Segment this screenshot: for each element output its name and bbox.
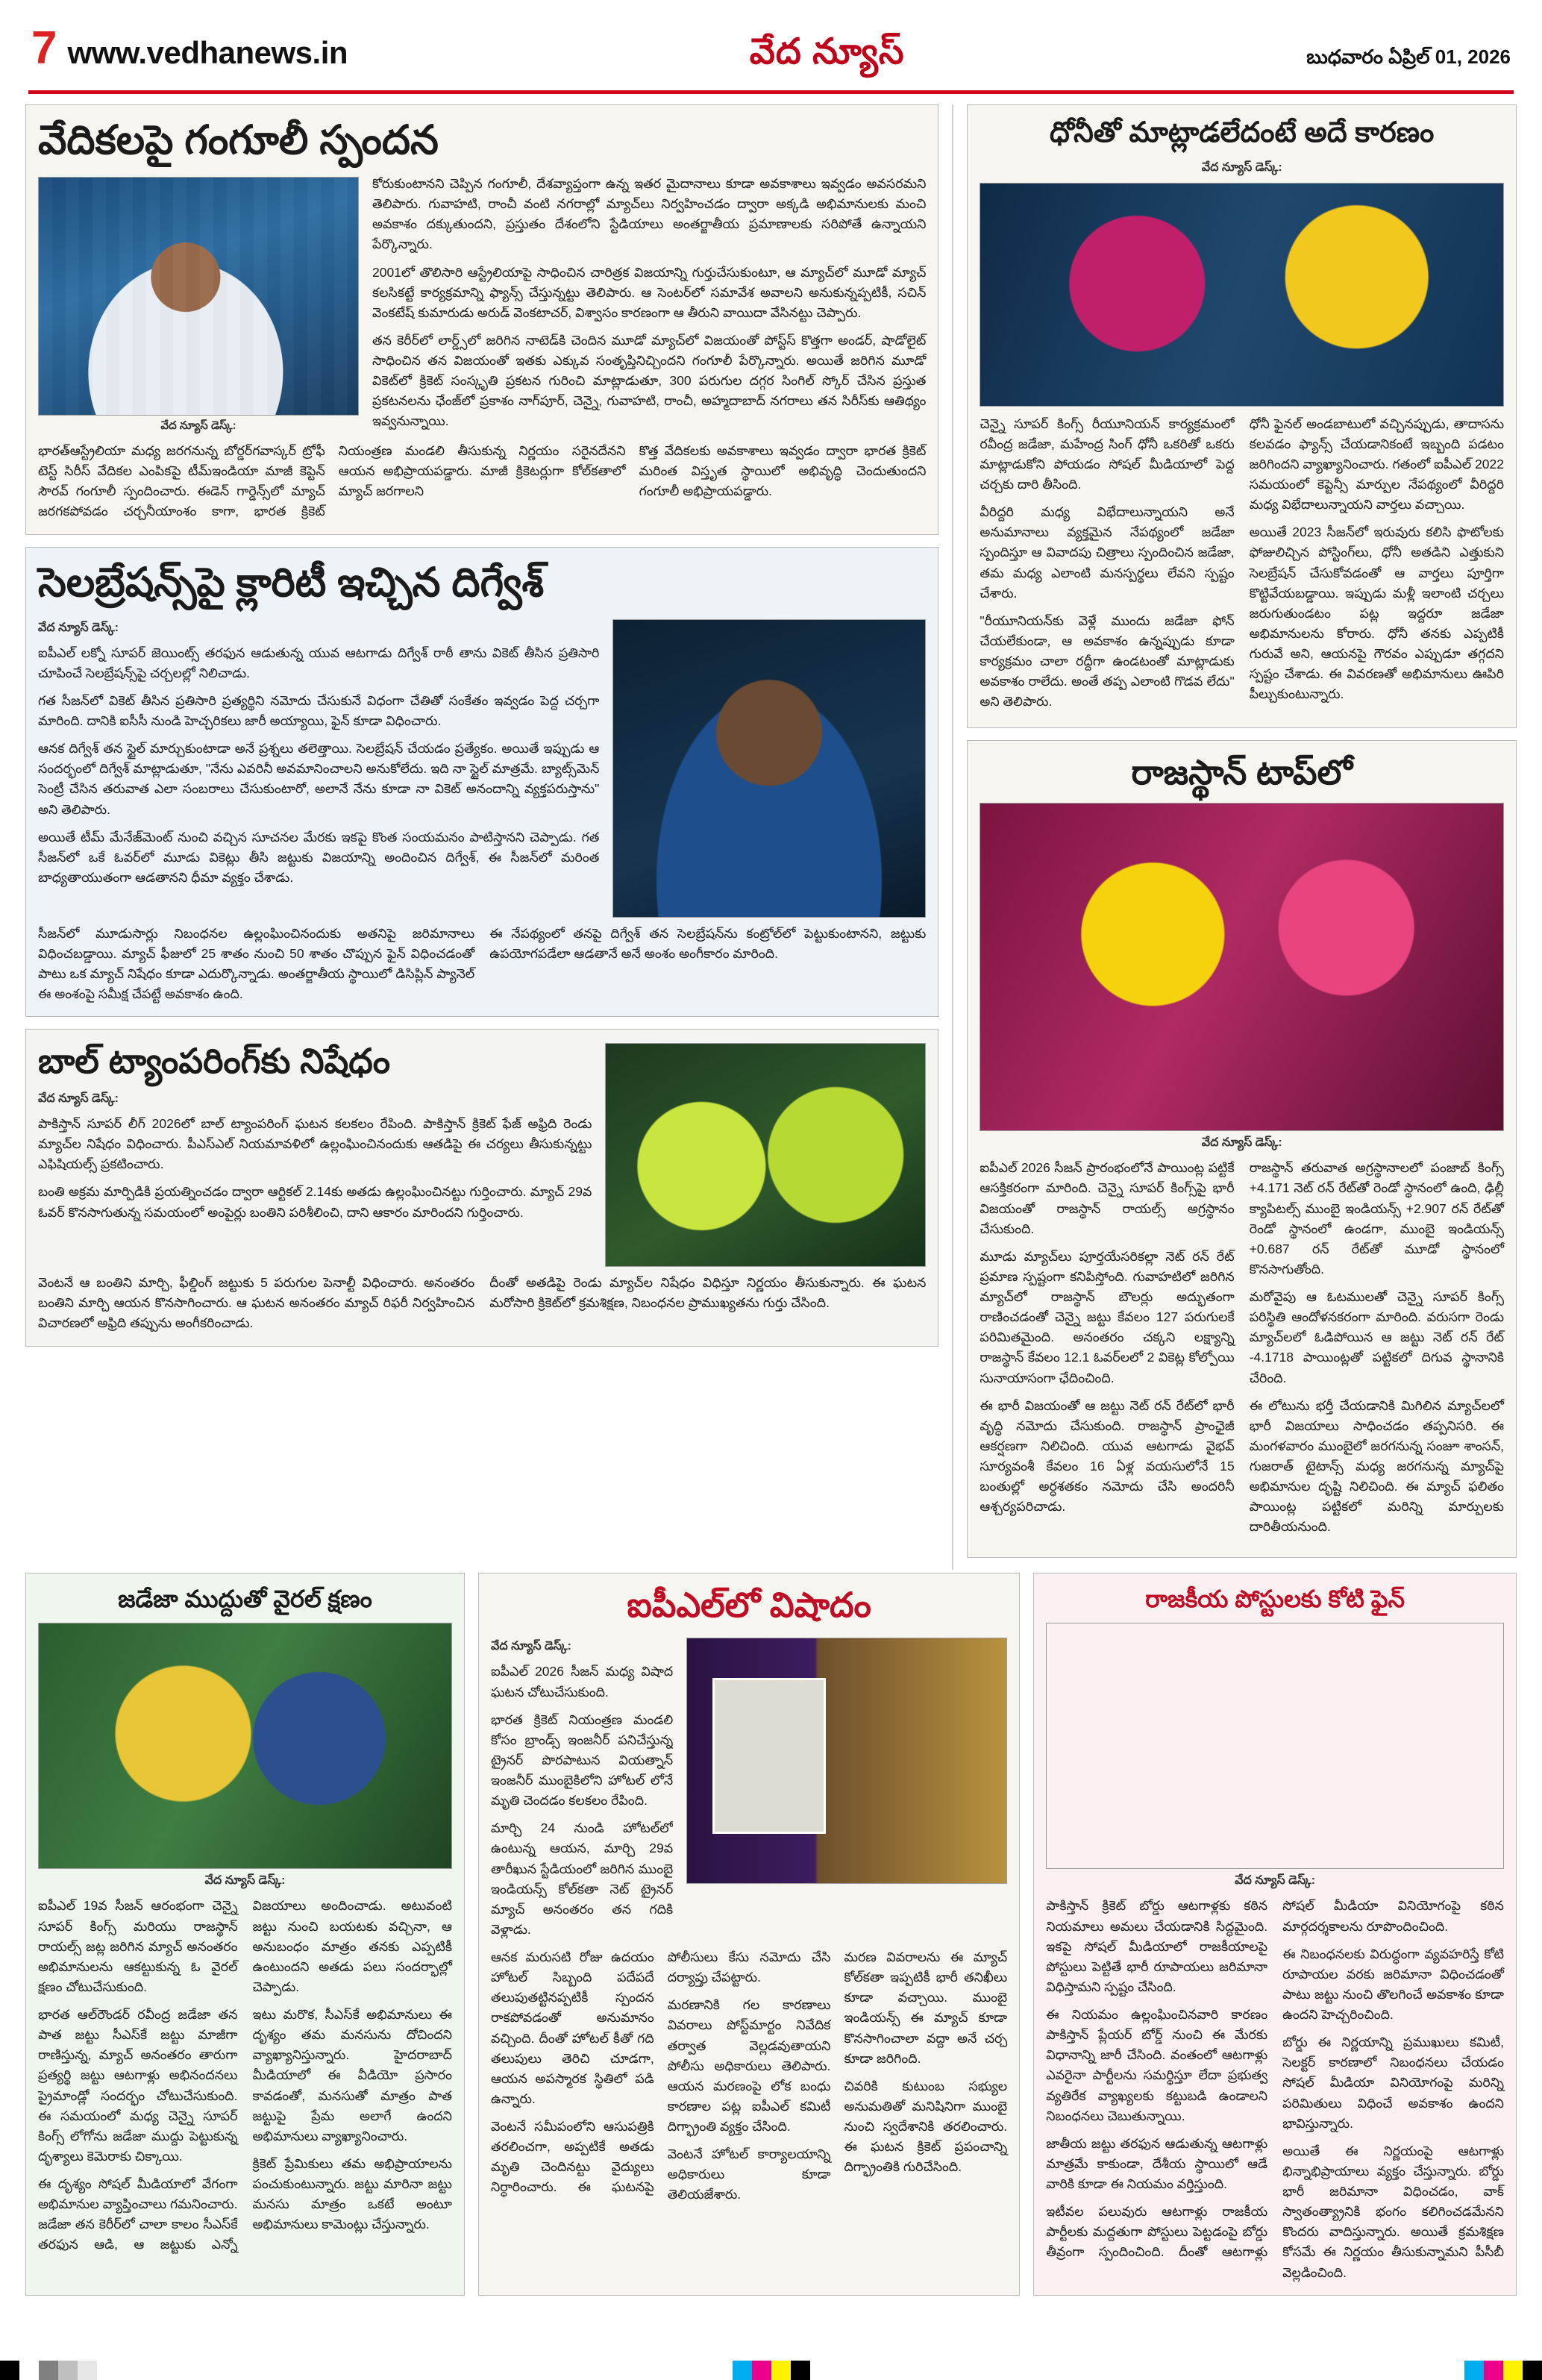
article-paragraph: "రీయూనియన్‌కు వెళ్లే ముందు జడేజా ఫోన్ చేయలేకుండా, ఆ అవకాశం ఉన్నప్పుడు కూడా కార్యక్రమం చాలా రద్దీగా ఉండటంతో మాట్లాడుకు అవకాశం రాలేదు. అంతే తప్ప ఎలాంటి గొడవ లేదు" అని తెలిపారు.	[980, 613, 1235, 710]
article-paragraph: భారత ఆల్‌రౌండర్ రవీంద్ర జడేజా తన పాత జట్టు సీఎస్‌కే జట్టు మాజీగా రాణిస్తున్న, మ్యాచ్ అనంతరం తారుగా ప్రత్యర్థి జట్టు ఆటగాళ్లు అభినందనలు ప్రైమాండ్లో సందర్భం చోటుచేసుకుంది. ఈ సమయంలో మధ్య చెన్నై సూపర్ కింగ్స్ లోగోను జడేజా ముద్దు పెట్టుకున్న దృశ్యాలు కెమెరాకు చిక్కాయి.	[38, 2007, 238, 2164]
article-paragraph: వెంటనే ఆ బంతిని మార్చి, ఫీల్డింగ్ జట్టుకు 5 పరుగుల పెనాల్టీ విధించారు. అనంతరం బంతిని మార్చి ఆయన కొనసాగించారు. ఆ ఘటన అనంతరం మ్యాచ్ రిఫరీ నిర్వహించిన విచారణలో అఫ్రిది తప్పును అంగీకరించాడు.	[38, 1275, 475, 1331]
article-paragraph: వెంటనే హోటల్ కార్యాలయాన్ని అధికారులు కూడా తెలియజేశారు.	[667, 2146, 831, 2202]
article-paragraph: క్రికెట్ ప్రేమికులు తమ అభిప్రాయాలను పంచుకుంటున్నారు. జట్టు మారినా జట్టు మనసు మాత్రం ఒకటే అంటూ అభిమానులు కామెంట్లు చేస్తున్నారు.	[252, 2155, 452, 2232]
article-paragraph: ఐపీఎల్ 19వ సీజన్ ఆరంభంగా చెన్నై సూపర్ కింగ్స్ మరియు రాజస్థాన్ రాయల్స్ జట్ల జరిగిన మ్యాచ్ అనంతరం అభిమానులను ఆకట్టుకున్న ఓ వైరల్ క్షణం చోటుచేసుకుంది.	[38, 1898, 238, 1994]
article-paragraph: చెన్నై సూపర్ కింగ్స్ రీయూనియన్ కార్యక్రమంలో రవీంద్ర జడేజా, మహేంద్ర సింగ్ ధోనీ ఒకరితో ఒకరు మాట్లాడుకోని పోయడం సోషల్ మీడియాలో పెద్ద చర్చకు దారి తీసింది.	[980, 416, 1235, 492]
article-paragraph: ఈ భారీ విజయంతో ఆ జట్టు నెట్ రన్ రేట్‌లో భారీ వృద్ధి నమోదు చేసుకుంది. రాజస్థాన్ ప్రాంఛైజీ ఆకర్షణగా నిలిచింది. యువ ఆటగాడు వైభవ్ సూర్యవంశీ కేవలం 16 ఏళ్ల వయసులోనే 15 బంతుల్లో అర్ధశతకం నమోదు చేసి అందరినీ ఆశ్చర్యపరిచాడు.	[980, 1397, 1235, 1515]
photo-ganguly	[38, 177, 359, 416]
cmyk-swatch	[733, 2361, 752, 2380]
article-headline: రాజస్థాన్ టాప్‌లో	[1131, 753, 1353, 792]
article-paragraph: బంతి అక్రమ మార్పిడికి ప్రయత్నించడం ద్వారా ఆర్టికల్ 2.14కు అతడు ఉల్లంఘించినట్టు గుర్తించారు. మ్యాచ్ 29వ ఓవర్ కొనసాగుతున్న సమయంలో అంపైర్లు బంతిని పరిశీలించి, దాని ఆకారం మారిందని గుర్తించారు.	[38, 1184, 592, 1220]
article-ball-tampering	[25, 1029, 938, 1346]
article-paragraph: బోర్డు ఈ నిర్ణయాన్ని ప్రముఖులు కమిటీ, సెలక్టర్ కారణాలో నిబంధనలు చేయడం సోషల్ మీడియా వినియోగంపై మరిన్ని పరిమితులు విధించే అవకాశం ఉందని భావిస్తున్నారు.	[1282, 2035, 1504, 2131]
article-byline: వేద న్యూస్ డెస్క్:	[38, 1092, 119, 1106]
article-digvesh	[25, 547, 938, 1018]
page-number: 7	[31, 22, 57, 74]
cmyk-swatch	[791, 2361, 810, 2380]
article-headline: బాల్ ట్యాంపరింగ్‌కు నిషేధం	[38, 1042, 391, 1081]
cmyk-swatch	[1464, 2361, 1484, 2380]
article-paragraph: ఆనక దిగ్వేశ్ తన స్టైల్ మార్చుకుంటాడా అనే ప్రశ్నలు తలెత్తాయి. సెలబ్రేషన్ చేయడం ప్రత్యేకం. అయితే ఇప్పుడు ఆ సందర్భంలో దిగ్వేశ్ మాట్లాడుతూ, "నేను ఎవరినీ అవమానించాలని అనుకోలేదు. ఇది నా స్టైల్ మాత్రమే. బ్యాట్స్‌మెన్ సెంట్రీ చేసిన తరువాత ఎలా సంబరాలు చేసుకుంటారో, అలానే నేను కూడా నా వికెట్ అనందాన్ని వ్యక్తపరుస్తాను" అని తెలిపారు.	[38, 741, 600, 817]
site-url[interactable]: www.vedhanews.in	[67, 35, 348, 70]
article-paragraph: వెంటనే సమీపంలోని ఆసుపత్రికి తరలించగా, అప్పటికే అతడు మృతి చెందినట్టు వైద్యులు నిర్ధారించారు. ఈ ఘటనపై పోలీసులు కేసు నమోదు చేసి దర్యాప్తు చేపట్టారు.	[490, 1950, 831, 2195]
cmyk-right-group	[1464, 2361, 1542, 2380]
article-headline: సెలబ్రేషన్స్‌పై క్లారిటీ ఇచ్చిన దిగ్వేశ్	[38, 560, 545, 605]
cmyk-swatch	[39, 2361, 58, 2380]
article-paragraph: అయితే టీమ్ మేనేజ్‌మెంట్ నుంచి వచ్చిన సూచనల మేరకు ఇకపై కొంత సంయమనం పాటిస్తానని చెప్పాడు. గత సీజన్‌లో ఒకే ఓవర్‌లో మూడు వికెట్లు తీసి జట్టుకు విజయాన్ని అందించిన దిగ్వేశ్, ఈ సీజన్‌లో మరింత బాధ్యతాయుతంగా ఆడతానని ధీమా వ్యక్తం చేశాడు.	[38, 829, 600, 885]
article-byline: వేద న్యూస్ డెస్క్:	[1201, 1136, 1282, 1150]
article-paragraph: మరోవైపు ఆ ఓటములతో చెన్నై సూపర్ కింగ్స్ పరిస్థితి ఆందోళనకరంగా మారింది. వరుసగా రెండు మ్యాచ్‌లలో ఓడిపోయిన ఆ జట్టు నెట్ రన్ రేట్ -4.1718 పాయింట్లతో పట్టికలో దిగువ స్థానానికి చేరింది.	[1249, 1289, 1504, 1385]
publication-logo: వేద న్యూస్	[749, 32, 905, 72]
right-column	[967, 104, 1517, 1570]
article-headline: రాజకీయ పోస్టులకు కోటి ఫైన్	[1145, 1585, 1405, 1612]
masthead-left	[31, 22, 348, 74]
photo-pakistan-team	[1046, 1623, 1504, 1869]
cmyk-swatch	[1523, 2361, 1542, 2380]
article-photo-wrap	[38, 177, 359, 435]
cmyk-swatch	[78, 2361, 97, 2380]
article-headline: ధోనీతో మాట్లాడలేదంటే అదే కారణం	[1050, 117, 1435, 148]
article-paragraph: ఈ దృశ్యం సోషల్ మీడియాలో వేగంగా అభిమానుల వ్యాప్తించాలు గమనించారు. జడేజా తన కెరీర్‌లో చాలా కాలం సీఎస్‌కే తరఫున ఆడి, ఆ జట్టుకు ఎన్నో విజయాలు అందించాడు. అటువంటి జట్టు నుంచి బయటకు వచ్చినా, ఆ అనుబంధం మాత్రం తనకు ఎప్పటికీ ఉంటుందని అతడు పలు సందర్భాల్లో చెప్పాడు.	[38, 1898, 452, 2252]
article-headline: ఐపీఎల్‌లో విషాదం	[627, 1585, 871, 1624]
cmyk-swatch	[1484, 2361, 1503, 2380]
article-political-posts	[1033, 1573, 1517, 2296]
photo-digvesh	[612, 619, 926, 918]
article-paragraph: ధోనీ ఫైనల్ అండబాటులో వచ్చినప్పుడు, తాదాసను కలవడం ఫ్యాన్స్ చేయడానికంటే ఇబ్బంది పడటం జరిగిందని వ్యాఖ్యానించారు. గతంలో ఐపీఎల్ 2022 సమయంలో కెప్టెన్సీ మార్పుల నేపథ్యంలో వీరిద్దరి మధ్య విభేదాలున్నాయని వార్తలు వచ్చాయి.	[1249, 416, 1504, 513]
article-byline: వేద న్యూస్ డెస్క్:	[38, 621, 119, 634]
article-paragraph: సీజన్‌లో మూడుసార్లు నిబంధనల ఉల్లంఘించినందుకు అతనిపై జరిమానాలు విధించబడ్డాయి. మ్యాచ్ ఫీజులో 25 శాతం నుంచి 50 శాతం చొప్పున ఫైన్ విధించడంతో పాటు ఒక మ్యాచ్ నిషేధం కూడా ఎదుర్కొన్నాడు. అంతర్జాతీయ స్థాయిలో డిసిప్లిన్ ప్యానెల్ ఈ అంశంపై సమీక్ష చేపట్టే అవకాశం ఉంది.	[38, 925, 475, 1002]
article-paragraph: చివరికి కుటుంబ సభ్యుల అనుమతితో మనిషినిగా ముంబై నుంచి స్వదేశానికి తరలించారు. ఈ ఘటన క్రికెట్ ప్రపంచాన్ని దిగ్భ్రాంతికి గురిచేసింది.	[844, 2078, 1008, 2175]
article-paragraph: వీరిద్దరి మధ్య విభేదాలున్నాయని అనే అనుమానాలు వ్యక్తమైన నేపథ్యంలో జడేజా స్పందిస్తూ ఆ వివాదపు చిత్రాలు స్పందించిన జడేజా, తమ మధ్య ఎలాంటి మనస్పర్థలు లేవని స్పష్టం చేశారు.	[980, 504, 1235, 601]
article-paragraph: కొత్త వేదికలకు అవకాశాలు ఇవ్వడం ద్వారా భారత క్రికెట్ మరింత విస్తృత స్థాయిలో అభివృద్ధి చెందుతుందని గంగూలీ అభిప్రాయపడ్డారు.	[639, 443, 927, 499]
article-paragraph: 2001లో తొలిసారి ఆస్ట్రేలియాపై సాధించిన చారిత్రక విజయాన్ని గుర్తుచేసుకుంటూ, ఆ మ్యాచ్‌లో మూడో మ్యాచ్ కలసికట్టే కార్యక్రమాన్ని ఫ్యాన్స్ చేస్తున్నట్టు తెలిపారు. ఆ సెంటర్‌లో సమావేశ అవాలని అనుకున్నప్పటికీ, సచిన్ వెంకటేష్ కుమారుడు అరుడ్ వెంకటాచర్, విశ్వాసం కారణంగా ఆ తీరుని వాయిదా వేసినట్టు చెప్పారు.	[372, 264, 927, 320]
photo-dhoni	[980, 183, 1504, 407]
article-paragraph: మరణానికి గల కారణాలు వివరాలు పోస్ట్‌మార్టం నివేదిక తర్వాత వెల్లడవుతాయని పోలీసు అధికారులు తెలిపారు. ఆయన మరణంపై లోక బంధు కారణాల పట్ల ఐపీఎల్ కమిటీ దిగ్భ్రాంతి వ్యక్తం చేసింది.	[667, 1997, 831, 2135]
article-paragraph: మరణ వివరాలను ఈ మ్యాచ్ కోల్‌కతా ఇప్పటికీ భారీ తనిఖీలు కూడా వచ్చాయి. ముంబై ఇండియన్స్ ఈ మ్యాచ్ కూడా కొనసాగించాలా వద్దా అనే చర్చ కూడా జరిగింది.	[844, 1950, 1008, 2066]
article-paragraph: జాతీయ జట్టు తరఫున ఆడుతున్న ఆటగాళ్లు మాత్రమే కాకుండా, దేశీయ స్థాయిలో ఆడే వారికి కూడా ఈ నియమం వర్తిస్తుంది.	[1046, 2135, 1268, 2191]
article-paragraph: ఇటీవల పలువురు ఆటగాళ్లు రాజకీయ పార్టీలకు మద్దతుగా పోస్టులు పెట్టడంపై బోర్డు తీవ్రంగా స్పందించింది. దీంతో ఆటగాళ్లు సోషల్ మీడియా వినియోగంపై కఠిన మార్గదర్శకాలను రూపొందించింది.	[1046, 1898, 1504, 2260]
article-photo-wrap	[612, 619, 926, 918]
article-dhoni	[967, 104, 1517, 728]
page-content	[25, 104, 1517, 1570]
article-paragraph: దీంతో అతడిపై రెండు మ్యాచ్‌ల నిషేధం విధిస్తూ నిర్ణయం తీసుకున్నారు. ఈ ఘటన మరోసారి క్రికెట్‌లో క్రమశిక్షణ, నిబంధనల ప్రాముఖ్యతను గుర్తు చేసింది.	[489, 1275, 927, 1311]
article-lead: భారత్‌ఆస్ట్రేలియా మధ్య జరగనున్న బోర్డర్‌గవాస్కర్ ట్రోఫీ టెస్ట్ సిరీస్ వేదికల ఎంపికపై టీమ్‌ఇండియా మాజీ కెప్టెన్ సౌరవ్ గంగూలీ స్పందించారు. ఈడెన్ గార్డెన్స్‌లో మ్యాచ్ జరగకపోవడం చర్చనీయాంశం కాగా, భారత క్రికెట్ నియంత్రణ మండలి తీసుకున్న నిర్ణయం సరైనదేనని ఆయన అభిప్రాయపడ్డారు. మాజీ క్రికెటర్లుగా కోల్‌కతాలో మ్యాచ్ జరగాలని	[38, 443, 626, 519]
article-paragraph: ఈ నియమం ఉల్లంఘించినవారి కారణం పాకిస్తాన్ ప్లేయర్ బోర్డ్ నుంచి ఈ మేరకు విధానాన్ని జారీ చేసింది. వంతంలో ఆటగాళ్లు ఎవరైనా పార్టీలను సమర్థిస్తూ లేదా ప్రభుత్వ వ్యతిరేక వ్యాఖ్యలకు కట్టుబడి ఉండాలని నిబంధనలు చెబుతున్నాయి.	[1046, 2007, 1268, 2123]
photo-ball-tampering	[605, 1043, 926, 1267]
article-byline: వేద న్యూస్ డెస్క్:	[1201, 160, 1282, 174]
cmyk-registration-bar	[0, 2361, 1542, 2380]
article-paragraph: ఐపీఎల్ లక్నో సూపర్ జెయింట్స్ తరఫున ఆడుతున్న యువ ఆటగాడు దిగ్వేశ్ రాఠీ తాను వికెట్ తీసిన ప్రతిసారి చూపించే సెలబ్రేషన్స్‌పై చర్చలల్లో నిలిచాడు.	[38, 645, 600, 680]
cmyk-swatch	[58, 2361, 78, 2380]
column-divider	[952, 104, 953, 1570]
masthead	[25, 21, 1517, 90]
article-paragraph: రాజస్థాన్ తరువాత అగ్రస్థానాలలో పంజాబ్ కింగ్స్ +4.171 నెట్ రన్ రేట్‌తో రెండో స్థానంలో ఉంది, ఢిల్లీ క్యాపిటల్స్ ముంబై ఇండియన్స్ +2.907 రన్ రేట్‌తో రెండో స్థానంలో ఉండగా, ముంబై ఇండియన్స్ +0.687 రన్ రేట్‌తో మూడో స్థానంలో కొనసాగుతోంది.	[1249, 1160, 1504, 1277]
article-photo-wrap	[605, 1043, 926, 1267]
article-ganguly	[25, 104, 938, 535]
article-paragraph: గత సీజన్‌లో వికెట్ తీసిన ప్రతిసారి ప్రత్యర్థిని నమోదు చేసుకునే విధంగా చేతితో సంకేతం ఇవ్వడం పెద్ద చర్చగా మారింది. దానికి ఐసీసీ నుండి హెచ్చరికలు జారీ అయ్యాయి, ఫైన్ కూడా విధించారు.	[38, 692, 600, 729]
article-paragraph: మూడు మ్యాచ్‌లు పూర్తయేసరికల్లా నెట్ రన్ రేట్ ప్రమాణ స్పష్టంగా కనిపిస్తోంది. గువాహటిలో జరిగిన మ్యాచ్‌లో రాజస్థాన్ బౌలర్లు అద్భుతంగా రాణించడంతో చెన్నై జట్టు కేవలం 127 పరుగులకే పరిమితమైంది. అనంతరం చ‌క్క‌ని లక్ష్యాన్ని రాజస్థాన్ కేవలం 12.1 ఓవర్‌లలో 2 వికెట్ల కోల్పోయి సునాయాసంగా ఛేదించింది.	[980, 1248, 1235, 1385]
article-paragraph: అయితే 2023 సీజన్‌లో ఇరువురు కలిసి ఫొటోలకు ఫోజులిచ్చిన పోస్టింగ్‌లు, ధోనీ అతడిని ఎత్తుకుని సెలబ్రేషన్ చేసుకోవడంతో ఆ వార్తలు పూర్తిగా కొట్టివేయబడ్డాయి. ఇప్పుడు మళ్లీ ఇలాంటి చర్చలు జరుగుతుండటం పట్ల ఇద్దరూ జడేజా అభిమానులను కోరారు. ధోనీ తనకు ఎప్పటికీ గురువే అని, ఆయనపై గౌరవం ఎప్పుడూ తగ్గదని స్పష్టం చేశాడు. ఈ వివరణతో అభిమానులు ఊపిరి పీల్చుకుంటున్నారు.	[1249, 524, 1504, 702]
cmyk-swatch	[1503, 2361, 1523, 2380]
cmyk-mid-group	[733, 2361, 830, 2380]
article-headline: వేదికలపై గంగూలీ స్పందన	[38, 118, 439, 163]
article-byline: వేద న్యూస్ డెస్క్:	[490, 1640, 571, 1653]
article-rajasthan	[967, 740, 1517, 1557]
photo-rajasthan	[980, 803, 1504, 1131]
article-paragraph: తన కెరీర్‌లో లార్డ్స్‌లో జరిగిన నాటెడ్‌కి చెందిన మూడో మ్యాచ్‌లో విజయంతో పోస్ట్‌స్ కొత్తగా అండర్, షాడోలైట్ సాధించిన తన విజయంతో ఇతకు ఎక్కువ సంతృప్తినిచ్చిందని గంగూలీ పేర్కొన్నారు. అయితే జరిగిన మూడో వికెట్‌లో క్రికెట్ సంస్కృతి ప్రకటన గురించి మాట్లాడుతూ, 300 పరుగుల దగ్గర సింగిల్ స్కోర్ చేసిన ప్రస్తుత ప్రకటనలను ఛేంజ్‌లో ప్రకాశం నాగ్‌పూర్, చెన్నై, గువాహటి, రాంచీ, అహ్మదాబాద్ నగరాలు తన సిరీస్‌కు ఆతిథ్యం ఇవ్వనున్నాయి.	[372, 332, 927, 429]
article-paragraph: పాకిస్తాన్ సూపర్ లీగ్ 2026లో బాల్ ట్యాంపరింగ్ ఘటన కలకలం రేపింది. పాకిస్తాన్ క్రికెట్ ఫేజ్ అఫ్రిది రెండు మ్యాచ్‌ల నిషేధం విధించారు. పీఎస్‌ఎల్ నియమావళిలో ఉల్లంఘించినందుకు ఆతడిపై ఈ చర్యలు తీసుకున్నట్టు ఎఫిషియల్స్ ప్రకటించారు.	[38, 1116, 592, 1172]
masthead-divider	[28, 90, 1514, 94]
article-byline: వేద న్యూస్ డెస్క్:	[1235, 1874, 1316, 1888]
cmyk-swatch	[19, 2361, 39, 2380]
article-paragraph: పాకిస్తాన్ క్రికెట్ బోర్డు ఆటగాళ్లకు కఠిన నియమాలు అమలు చేయడానికి సిద్ధమైంది. ఇకపై సోషల్ మీడియాలో రాజకీయాలపై పోస్టులు పెట్టితే భారీ రూపాయలు జరిమానా విధిస్తామని స్పష్టం చేసింది.	[1046, 1898, 1268, 1994]
publication-date: బుధవారం ఏప్రిల్ 01, 2026	[1306, 46, 1511, 68]
article-paragraph: ఈ నిబంధనలకు విరుద్ధంగా వ్యవహరిస్తే కోటి రూపాయల వరకు జరిమానా విధించడంతో పాటు జట్టు నుంచి తొలగించే అవకాశం కూడా ఉందని హెచ్చరించింది.	[1282, 1946, 1504, 2022]
article-paragraph: ఐపీఎల్ 2026 సీజన్ ప్రారంభంలోనే పాయింట్ల పట్టికే ఆసక్తికరంగా మారింది. చెన్నై సూపర్ కింగ్స్‌పై భారీ విజయంతో రాజస్థాన్ రాయల్స్ అగ్రస్థానం చేసుకుంది.	[980, 1160, 1235, 1236]
article-paragraph: ఆనక మరుసటి రోజు ఉదయం హోటల్ సిబ్బంది పదేపదే తలుపుతట్టినప్పటికీ స్పందన రాకపోవడంతో అనుమానం వచ్చింది. దీంతో హోటల్ కీతో గది తలుపులు తెరిచి చూడగా, ఆయన అపస్మారక స్థితిలో పడి ఉన్నారు.	[490, 1950, 654, 2106]
article-paragraph: అయితే ఈ నిర్ణయంపై ఆటగాళ్లు భిన్నాభిప్రాయాలు వ్యక్తం చేస్తున్నారు. బోర్డు భారీ జరిమానా విధించడం, వాక్ స్వాతంత్య్రానికి భంగం కలిగించడమేనని కొందరు వాదిస్తున్నారు. అయితే క్రమశిక్షణ కోసమే ఈ నిర్ణయం తీసుకున్నామని పీసీబీ వెల్లడించింది.	[1282, 2143, 1504, 2280]
cmyk-swatch	[810, 2361, 830, 2380]
cmyk-swatch	[752, 2361, 771, 2380]
cmyk-swatch	[0, 2361, 19, 2380]
photo-ipl-trophy	[686, 1638, 1007, 1884]
bottom-row	[25, 1573, 1517, 2308]
article-paragraph: ఈ లోటును భర్తీ చేయడానికి మిగిలిన మ్యాచ్‌లలో భారీ విజయాలు సాధించడం తప్పనిసరి. ఈ మంగళవారం ముంబైలో జరగనున్న సంజూ శాంసన్, గుజరాత్ టైటాన్స్ మధ్య జరగనున్న మ్యాచ్‌పై అభిమానుల దృష్టి నిలిచింది. ఈ మ్యాచ్ ఫలితం పాయింట్ల పట్టికలో మరిన్ని మార్పులకు దారితీయనుంది.	[1249, 1397, 1504, 1535]
photo-jadeja	[38, 1623, 452, 1869]
article-headline: జడేజా ముద్దుతో వైరల్ క్షణం	[118, 1585, 372, 1612]
article-paragraph: ఇటు మరొక, సీఎస్‌కే అభిమానులు ఈ దృశ్యం తమ మనసును దోచిందని వ్యాఖ్యానిస్తున్నారు. హైదరాబాద్ మీడియాలో ఈ వీడియో ప్రసారం కావడంతో, మనసుతో మాత్రం పాత జట్టుపై ప్రేమ అలాగే ఉందని అభిమానులు వ్యాఖ్యానించారు.	[252, 2007, 452, 2143]
cmyk-left-group	[0, 2361, 97, 2380]
article-paragraph: ఐపీఎల్ 2026 సీజన్ మధ్య విషాద ఘటన చోటుచేసుకుంది.	[490, 1664, 674, 1700]
article-photo-wrap	[686, 1638, 1007, 1884]
article-ipl-obituary	[478, 1573, 1020, 2296]
article-byline: వేద న్యూస్ డెస్క్:	[204, 1874, 286, 1888]
photo-byline: వేద న్యూస్ డెస్క్:	[160, 419, 236, 433]
cmyk-swatch	[771, 2361, 791, 2380]
article-paragraph: మార్చి 24 నుండి హోటల్‌లో ఉంటున్న ఆయన, మార్చి 29వ తారీఖున స్టేడియంలో జరిగిన ముంబై ఇండియన్స్ కోల్‌కతా నెట్ ట్రైనర్ మ్యాచ్ అనంతరం తన గదికి వెళ్లాడు.	[490, 1820, 674, 1937]
left-column	[25, 104, 938, 1570]
article-paragraph: ఈ నేపథ్యంలో తనపై దిగ్వేశ్ తన సెలబ్రేషన్‌ను కంట్రోల్‌లో పెట్టుకుంటానని, జట్టుకు ఉపయోగపడేలా ఆడతానే అనే అంశం అంగీకారం మారింది.	[489, 925, 927, 961]
article-paragraph: కోరుకుంటానని చెప్పిన గంగూలీ, దేశవ్యాప్తంగా ఉన్న ఇతర మైదానాలు కూడా అవకాశాలు ఇవ్వడం అవసరమని తెలిపారు. గువాహటి, రాంచీ వంటి నగరాల్లో మ్యాచ్‌లు నిర్వహించడం ద్వారా అక్కడి అభిమానులకు మంచి అవకాశం దక్కుతుందని, ప్రస్తుతం దేశంలోని స్టేడియాలు అంతర్జాతీయ ప్రమాణాలకు సరిపోతే ఉన్నాయని పేర్కొన్నారు.	[372, 176, 927, 252]
article-jadeja	[25, 1573, 465, 2296]
article-paragraph: భారత క్రికెట్ నియంత్రణ మండలి కోసం బ్రాండ్స్ ఇంజనీర్ పనిచేస్తున్న ట్రైనర్ పొరపాటున వియత్నాన్ ఇంజనీర్ ముంబైకిలోని హోటల్ లోనే మృతి చెందడం కలకలం రేపింది.	[490, 1712, 674, 1809]
